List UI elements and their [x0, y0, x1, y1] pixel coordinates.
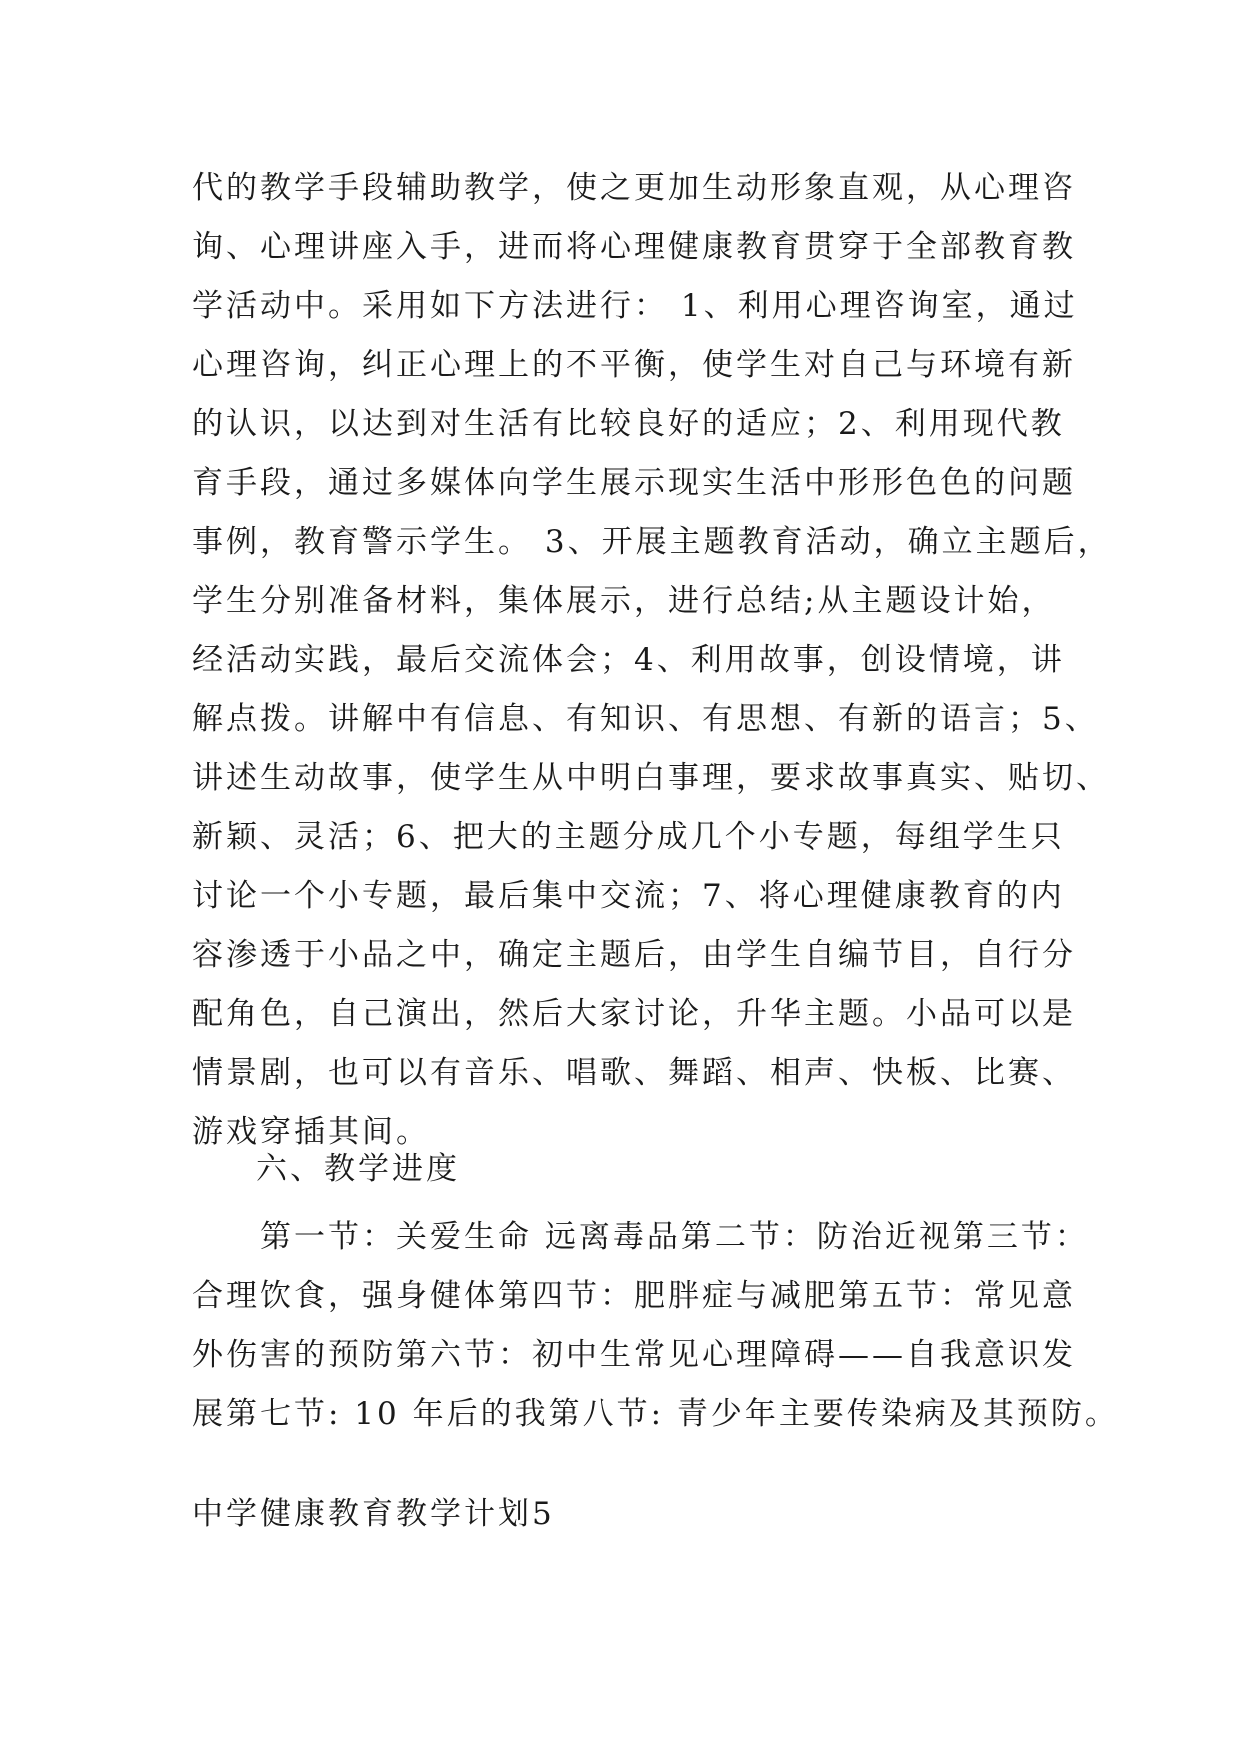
schedule-line: 展第七节: 10 年后的我第八节: 青少年主要传染病及其预防。 [192, 1396, 1119, 1432]
paragraph-line: 讲述生动故事，使学生从中明白事理，要求故事真实、贴切、 [192, 760, 1110, 796]
paragraph-line: 经活动实践，最后交流体会；4、利用故事，创设情境，讲 [192, 642, 1065, 678]
paragraph-line: 讨论一个小专题，最后集中交流；7、将心理健康教育的内 [192, 878, 1065, 914]
section-heading-text: 六、教学进度 [256, 1151, 460, 1187]
paragraph-line: 的认识，以达到对生活有比较良好的适应；2、利用现代教 [192, 406, 1065, 442]
schedule-line: 外伤害的预防第六节：初中生常见心理障碍——自我意识发 [192, 1337, 1076, 1373]
next-document-title [192, 1485, 1052, 1544]
section-heading [256, 1140, 1116, 1199]
paragraph-line: 学生分别准备材料，集体展示，进行总结;从主题设计始， [192, 583, 1056, 619]
paragraph-line: 新颖、灵活；6、把大的主题分成几个小专题，每组学生只 [192, 819, 1065, 855]
paragraph-line: 询、心理讲座入手，进而将心理健康教育贯穿于全部教育教 [192, 229, 1076, 265]
schedule-line: 合理饮食，强身健体第四节：肥胖症与减肥第五节：常见意 [192, 1278, 1076, 1314]
paragraph-line: 育手段，通过多媒体向学生展示现实生活中形形色色的问题 [192, 465, 1076, 501]
paragraph-line: 解点拨。讲解中有信息、有知识、有思想、有新的语言；5、 [192, 701, 1099, 737]
paragraph-line: 容渗透于小品之中，确定主题后，由学生自编节目，自行分 [192, 937, 1076, 973]
paragraph-line: 心理咨询，纠正心理上的不平衡，使学生对自己与环境有新 [192, 347, 1076, 383]
paragraph-line: 事例，教育警示学生。 3、开展主题教育活动，确立主题后， [192, 524, 1112, 560]
paragraph-line: 情景剧，也可以有音乐、唱歌、舞蹈、相声、快板、比赛、 [192, 1055, 1076, 1091]
paragraph-line: 代的教学手段辅助教学，使之更加生动形象直观，从心理咨 [192, 170, 1076, 206]
paragraph-line: 配角色，自己演出，然后大家讨论，升华主题。小品可以是 [192, 996, 1076, 1032]
schedule-line: 第一节：关爱生命 远离毒品第二节：防治近视第三节： [192, 1219, 1089, 1255]
methods-paragraph [192, 159, 1112, 1162]
schedule-paragraph [192, 1208, 1119, 1444]
paragraph-line: 游戏穿插其间。 [192, 1114, 430, 1150]
paragraph-line: 学活动中。采用如下方法进行： 1、利用心理咨询室，通过 [192, 288, 1078, 324]
next-document-title-text: 中学健康教育教学计划5 [192, 1496, 555, 1532]
